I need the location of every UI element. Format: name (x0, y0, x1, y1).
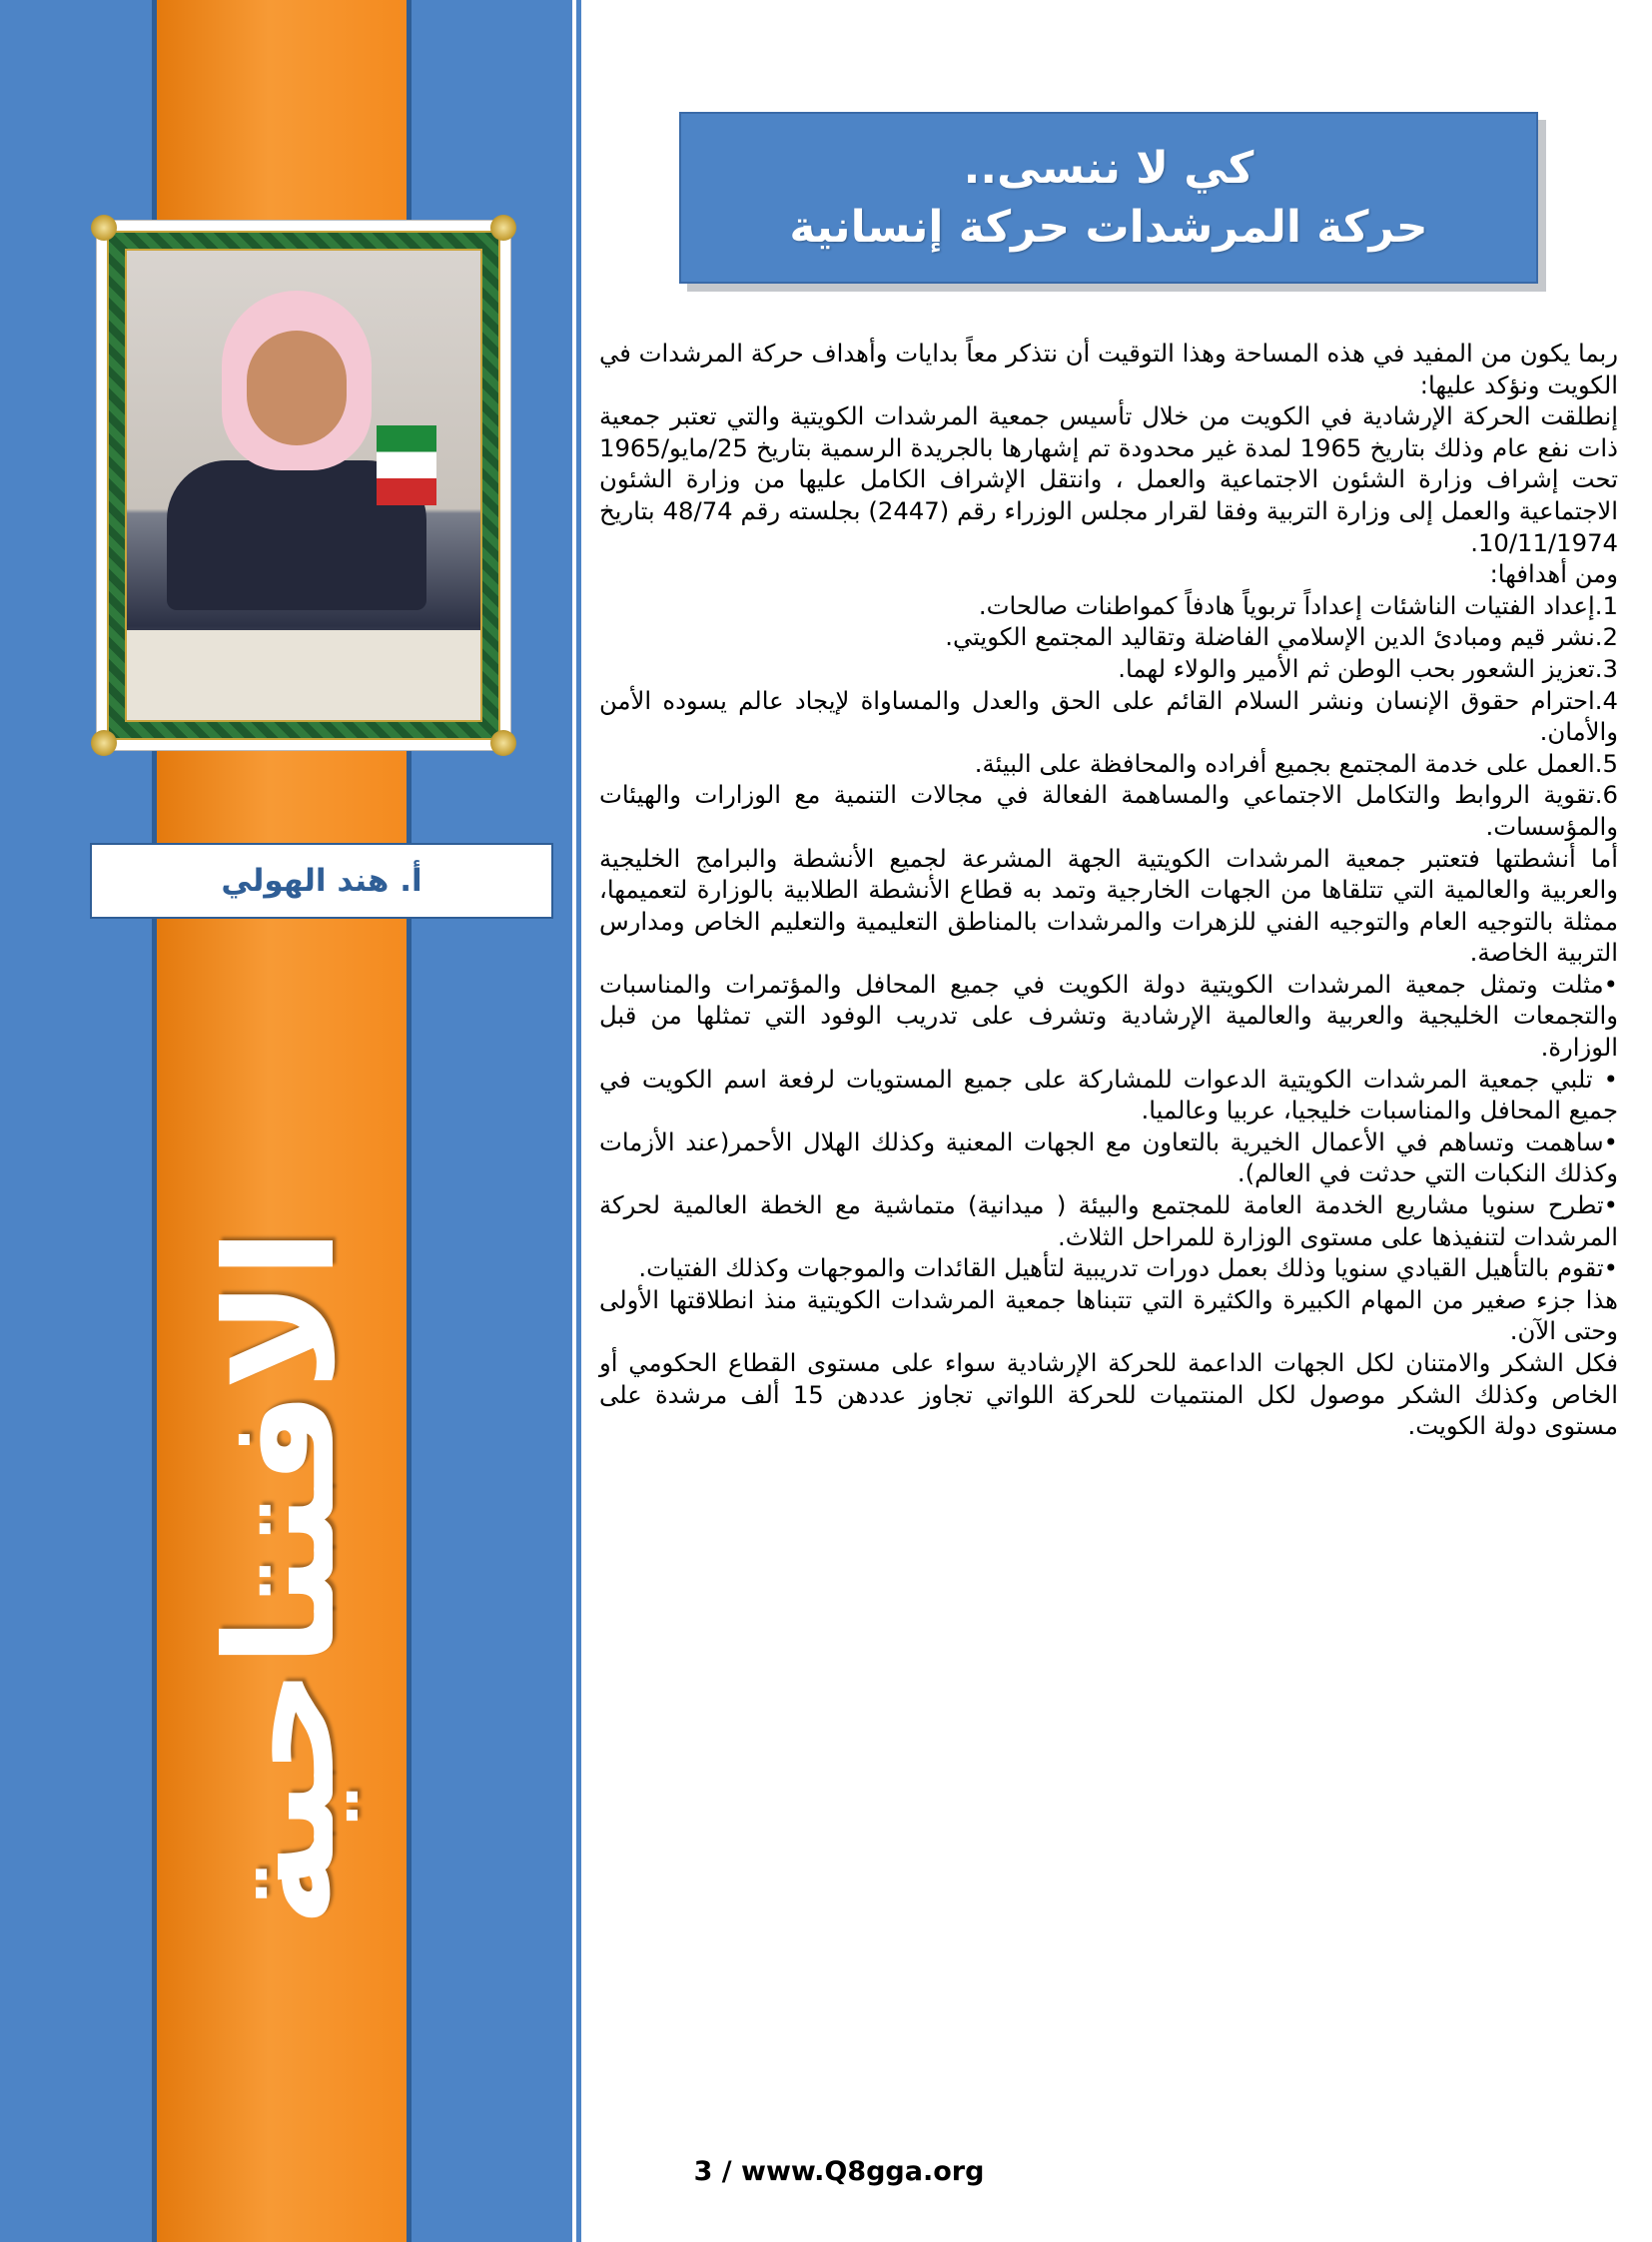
band-divider-line (572, 0, 576, 2242)
goal-list-item: 5.العمل على خدمة المجتمع بجميع أفراده والمحافظة على البيئة. (974, 748, 1618, 778)
article-paragraph: إنطلقت الحركة الإرشادية في الكويت من خلال تأسيس جمعية المرشدات الكويتية والتي تعتبر جمعية ذات نفع عام وذلك بتاريخ 1965 لمدة غير محدودة تم إشهارها بالجريدة الرسمية بتاريخ 25/مايو/1965 تحت إشراف وزارة الشئون الاجتماعية والعمل ، وانتقل الإشراف الكامل عليها من وزارة الشئون الاجتماعية والعمل إلى وزارة التربية وفقا لقرار مجلس الوزراء رقم (2447) بجلسته رقم 48/74 بتاريخ 10/11/1974. (599, 401, 1618, 557)
author-name: أ. هند الهولي (221, 863, 422, 899)
activity-bullet: •ساهمت وتساهم في الأعمال الخيرية بالتعاون مع الجهات المعنية وكذلك الهلال الأحمر(عند الأزمات وكذلك النكبات التي حدثت في العالم). (599, 1126, 1618, 1188)
article-body (599, 338, 1618, 1442)
article-paragraph: هذا جزء صغير من المهام الكبيرة والكثيرة التي تتبناها جمعية المرشدات الكويتية منذ انطلاقتها الأولى وحتى الآن. (599, 1284, 1618, 1346)
kuwait-flag-icon (377, 425, 436, 505)
photo-face-shape (247, 331, 347, 445)
frame-corner-ornament-icon (490, 215, 516, 241)
goal-list-item: 3.تعزيز الشعور بحب الوطن ثم الأمير والولاء لهما. (1118, 653, 1618, 683)
article-paragraph: فكل الشكر والامتنان لكل الجهات الداعمة للحركة الإرشادية سواء على مستوى القطاع الحكومي أو الخاص وكذلك الشكر موصول لكل المنتميات للحركة اللواتي تجاوز عددهن 15 ألف مرشدة على مستوى دولة الكويت. (599, 1348, 1618, 1441)
author-name-box (90, 843, 553, 919)
activity-bullet: •تقوم بالتأهيل القيادي سنويا وذلك بعمل دورات تدريبية لتأهيل القائدات والموجهات وكذلك الفتيات. (638, 1253, 1618, 1283)
article-paragraph: ربما يكون من المفيد في هذه المساحة وهذا التوقيت أن نتذكر معاً بدايات وأهداف حركة المرشدات في الكويت ونؤكد عليها: (599, 339, 1618, 399)
frame-corner-ornament-icon (490, 730, 516, 756)
activity-bullet: •مثلت وتمثل جمعية المرشدات الكويتية دولة الكويت في جميع المحافل والمؤتمرات والمناسبات والتجمعات الخليجية والعربية والعالمية الإرشادية وتشرف على تدريب الوفود التي تمثلها من قبل الوزارة. (599, 969, 1618, 1063)
title-line-1: كي لا ننسى.. (963, 142, 1254, 194)
title-line-2: حركة المرشدات حركة إنسانية (789, 202, 1428, 253)
page-footer: 3 / www.Q8gga.org (693, 2156, 985, 2187)
goal-list-item: 1.إعداد الفتيات الناشئات إعداداً تربوياً هادفاً كمواطنات صالحات. (978, 590, 1618, 620)
article-paragraph: ومن أهدافها: (1489, 559, 1618, 589)
frame-corner-ornament-icon (91, 215, 117, 241)
photo-desk-shape (127, 630, 480, 720)
author-photo-frame (96, 220, 511, 751)
goal-list-item: 2.نشر قيم ومبادئ الدين الإسلامي الفاضلة وتقاليد المجتمع الكويتي. (945, 622, 1618, 652)
frame-corner-ornament-icon (91, 730, 117, 756)
goal-list-item: 4.احترام حقوق الإنسان ونشر السلام القائم على الحق والعدل والمساواة لإيجاد عالم يسوده الأمن والأمان. (599, 685, 1618, 747)
activity-bullet: • تلبي جمعية المرشدات الكويتية الدعوات للمشاركة على جميع المستويات لرفعة اسم الكويت في جميع المحافل والمناسبات خليجيا، عربيا وعالميا. (599, 1064, 1618, 1125)
section-label-vertical: الافتتاحية (195, 1227, 369, 1928)
goal-list-item: 6.تقوية الروابط والتكامل الاجتماعي والمساهمة الفعالة في مجالات التنمية مع الوزارات والهيئات والمؤسسات. (599, 780, 1618, 841)
author-photo (125, 249, 482, 722)
activity-bullet: •تطرح سنويا مشاريع الخدمة العامة للمجتمع والبيئة ( ميدانية) متماشية مع الخطة العالمية لحركة المرشدات لتنفيذها على مستوى الوزارة للمراحل الثلاث. (599, 1190, 1618, 1251)
article-paragraph: أما أنشطتها فتعتبر جمعية المرشدات الكويتية الجهة المشرعة لجميع الأنشطة والبرامج الخليجية والعربية والعالمية التي تتلقاها من الجهات الخارجية وتمد به قطاع الأنشطة الطلابية بالوزارة لتعميمها، ممثلة بالتوجيه العام والتوجيه الفني للزهرات والمرشدات بالمناطق التعليمية والتعليم الخاص ومدارس التربية الخاصة. (599, 843, 1618, 968)
article-title-box (679, 112, 1538, 284)
